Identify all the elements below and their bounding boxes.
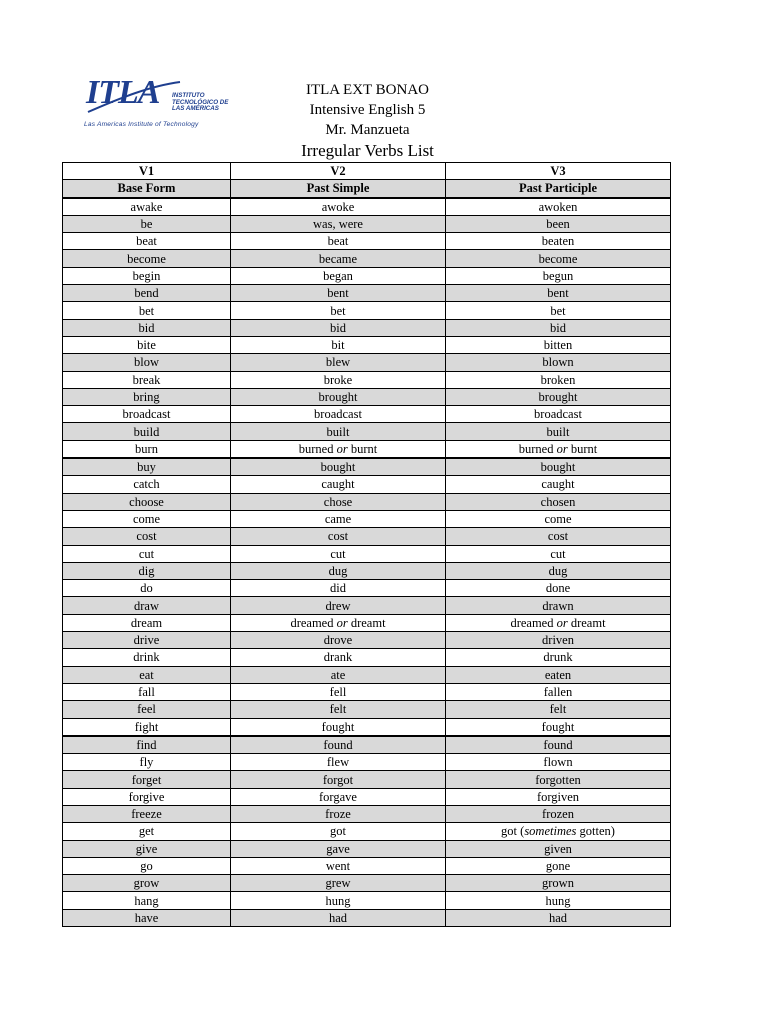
past-simple-cell: dug <box>231 562 446 579</box>
past-participle-cell: built <box>446 423 671 440</box>
past-simple-cell: gave <box>231 840 446 857</box>
past-simple-cell: grew <box>231 875 446 892</box>
past-participle-cell: cut <box>446 545 671 562</box>
past-participle-cell: given <box>446 840 671 857</box>
past-simple-cell: cost <box>231 528 446 545</box>
base-form-cell: draw <box>63 597 231 614</box>
irregular-verbs-table <box>62 162 671 927</box>
logo-institution-name: INSTITUTO TECNOLÓGICO DE LAS AMÉRICAS <box>172 92 229 113</box>
table-row <box>63 215 671 232</box>
past-simple-cell: hung <box>231 892 446 909</box>
table-row <box>63 649 671 666</box>
past-participle-cell: drunk <box>446 649 671 666</box>
table-row <box>63 614 671 631</box>
base-form-cell: dream <box>63 614 231 631</box>
header-past-simple: Past Simple <box>231 180 446 198</box>
table-row <box>63 545 671 562</box>
past-simple-cell: drove <box>231 632 446 649</box>
past-simple-cell: burned or burnt <box>231 440 446 458</box>
base-form-cell: beat <box>63 233 231 250</box>
past-participle-cell: broken <box>446 371 671 388</box>
past-simple-cell: had <box>231 909 446 926</box>
base-form-cell: burn <box>63 440 231 458</box>
past-participle-cell: found <box>446 736 671 754</box>
table-row <box>63 597 671 614</box>
past-participle-cell: bid <box>446 319 671 336</box>
past-simple-cell: bought <box>231 458 446 476</box>
past-participle-cell: broadcast <box>446 406 671 423</box>
past-participle-cell: begun <box>446 267 671 284</box>
past-simple-cell: fought <box>231 718 446 736</box>
table-row <box>63 909 671 926</box>
teacher-name: Mr. Manzueta <box>325 122 410 138</box>
past-participle-cell: drawn <box>446 597 671 614</box>
table-row <box>63 371 671 388</box>
past-simple-cell: was, were <box>231 215 446 232</box>
past-simple-cell: forgot <box>231 771 446 788</box>
table-row <box>63 805 671 822</box>
base-form-cell: bet <box>63 302 231 319</box>
itla-logo <box>80 76 240 132</box>
past-participle-cell: blown <box>446 354 671 371</box>
past-simple-cell: got <box>231 823 446 840</box>
past-simple-cell: froze <box>231 805 446 822</box>
school-name: ITLA EXT BONAO <box>305 82 430 98</box>
past-simple-cell: flew <box>231 754 446 771</box>
past-participle-cell: frozen <box>446 805 671 822</box>
table-row <box>63 771 671 788</box>
base-form-cell: blow <box>63 354 231 371</box>
base-form-cell: forget <box>63 771 231 788</box>
past-participle-cell: bet <box>446 302 671 319</box>
past-participle-cell: eaten <box>446 666 671 683</box>
base-form-cell: fight <box>63 718 231 736</box>
past-participle-cell: forgiven <box>446 788 671 805</box>
past-simple-cell: ate <box>231 666 446 683</box>
past-participle-cell: had <box>446 909 671 926</box>
base-form-cell: feel <box>63 701 231 718</box>
past-simple-cell: caught <box>231 476 446 493</box>
past-simple-cell: bid <box>231 319 446 336</box>
table-row <box>63 580 671 597</box>
past-participle-cell: got (sometimes gotten) <box>446 823 671 840</box>
past-simple-cell: chose <box>231 493 446 510</box>
past-simple-cell: fell <box>231 683 446 700</box>
table-row <box>63 528 671 545</box>
past-simple-cell: bent <box>231 285 446 302</box>
past-participle-cell: hung <box>446 892 671 909</box>
base-form-cell: bring <box>63 388 231 405</box>
column-header-row <box>63 180 671 198</box>
base-form-cell: drive <box>63 632 231 649</box>
base-form-cell: dig <box>63 562 231 579</box>
table-row <box>63 354 671 371</box>
past-participle-cell: been <box>446 215 671 232</box>
past-simple-cell: dreamed or dreamt <box>231 614 446 631</box>
group-header-row <box>63 163 671 180</box>
base-form-cell: hang <box>63 892 231 909</box>
table-row <box>63 302 671 319</box>
past-participle-cell: bent <box>446 285 671 302</box>
base-form-cell: come <box>63 510 231 527</box>
base-form-cell: be <box>63 215 231 232</box>
base-form-cell: have <box>63 909 231 926</box>
document-title: Irregular Verbs List <box>301 141 434 160</box>
table-row <box>63 198 671 216</box>
base-form-cell: bite <box>63 336 231 353</box>
base-form-cell: bend <box>63 285 231 302</box>
base-form-cell: forgive <box>63 788 231 805</box>
past-simple-cell: came <box>231 510 446 527</box>
base-form-cell: freeze <box>63 805 231 822</box>
past-simple-cell: found <box>231 736 446 754</box>
past-simple-cell: blew <box>231 354 446 371</box>
past-simple-cell: began <box>231 267 446 284</box>
past-participle-cell: burned or burnt <box>446 440 671 458</box>
table-row <box>63 718 671 736</box>
table-row <box>63 875 671 892</box>
past-participle-cell: cost <box>446 528 671 545</box>
table-row <box>63 857 671 874</box>
logo-tagline: Las Americas Institute of Technology <box>84 121 199 128</box>
base-form-cell: begin <box>63 267 231 284</box>
past-simple-cell: brought <box>231 388 446 405</box>
base-form-cell: give <box>63 840 231 857</box>
table-row <box>63 754 671 771</box>
past-simple-cell: broadcast <box>231 406 446 423</box>
table-row <box>63 823 671 840</box>
past-participle-cell: bitten <box>446 336 671 353</box>
past-simple-cell: awoke <box>231 198 446 216</box>
past-simple-cell: felt <box>231 701 446 718</box>
table-row <box>63 440 671 458</box>
past-participle-cell: beaten <box>446 233 671 250</box>
past-simple-cell: beat <box>231 233 446 250</box>
past-simple-cell: drank <box>231 649 446 666</box>
document-header <box>260 80 475 162</box>
table-row <box>63 632 671 649</box>
past-participle-cell: flown <box>446 754 671 771</box>
table-row <box>63 562 671 579</box>
past-simple-cell: went <box>231 857 446 874</box>
header-v1: V1 <box>63 163 231 180</box>
base-form-cell: buy <box>63 458 231 476</box>
past-participle-cell: chosen <box>446 493 671 510</box>
base-form-cell: drink <box>63 649 231 666</box>
past-participle-cell: fallen <box>446 683 671 700</box>
header-v2: V2 <box>231 163 446 180</box>
past-simple-cell: cut <box>231 545 446 562</box>
base-form-cell: go <box>63 857 231 874</box>
past-simple-cell: bet <box>231 302 446 319</box>
base-form-cell: fly <box>63 754 231 771</box>
table-row <box>63 250 671 267</box>
past-simple-cell: built <box>231 423 446 440</box>
past-participle-cell: bought <box>446 458 671 476</box>
table-row <box>63 736 671 754</box>
base-form-cell: break <box>63 371 231 388</box>
past-participle-cell: dreamed or dreamt <box>446 614 671 631</box>
past-participle-cell: awoken <box>446 198 671 216</box>
table-row <box>63 701 671 718</box>
header-base-form: Base Form <box>63 180 231 198</box>
base-form-cell: grow <box>63 875 231 892</box>
past-participle-cell: grown <box>446 875 671 892</box>
past-participle-cell: driven <box>446 632 671 649</box>
base-form-cell: find <box>63 736 231 754</box>
past-simple-cell: drew <box>231 597 446 614</box>
past-simple-cell: broke <box>231 371 446 388</box>
past-participle-cell: forgotten <box>446 771 671 788</box>
past-participle-cell: fought <box>446 718 671 736</box>
table-row <box>63 666 671 683</box>
table-row <box>63 233 671 250</box>
past-participle-cell: brought <box>446 388 671 405</box>
logo-wordmark: ITLA <box>86 74 160 111</box>
header-v3: V3 <box>446 163 671 180</box>
table-row <box>63 683 671 700</box>
table-row <box>63 319 671 336</box>
base-form-cell: cost <box>63 528 231 545</box>
base-form-cell: get <box>63 823 231 840</box>
table-row <box>63 788 671 805</box>
past-simple-cell: forgave <box>231 788 446 805</box>
past-participle-cell: gone <box>446 857 671 874</box>
table-row <box>63 476 671 493</box>
table-row <box>63 892 671 909</box>
table-row <box>63 458 671 476</box>
course-name: Intensive English 5 <box>309 102 426 118</box>
table-row <box>63 840 671 857</box>
table-row <box>63 406 671 423</box>
base-form-cell: eat <box>63 666 231 683</box>
table-row <box>63 388 671 405</box>
table-row <box>63 285 671 302</box>
table-row <box>63 336 671 353</box>
base-form-cell: fall <box>63 683 231 700</box>
past-participle-cell: dug <box>446 562 671 579</box>
past-participle-cell: caught <box>446 476 671 493</box>
past-simple-cell: bit <box>231 336 446 353</box>
table-row <box>63 267 671 284</box>
past-participle-cell: done <box>446 580 671 597</box>
past-participle-cell: come <box>446 510 671 527</box>
table-row <box>63 423 671 440</box>
base-form-cell: awake <box>63 198 231 216</box>
base-form-cell: cut <box>63 545 231 562</box>
base-form-cell: broadcast <box>63 406 231 423</box>
base-form-cell: build <box>63 423 231 440</box>
past-participle-cell: become <box>446 250 671 267</box>
table-row <box>63 510 671 527</box>
base-form-cell: do <box>63 580 231 597</box>
past-simple-cell: became <box>231 250 446 267</box>
header-past-participle: Past Participle <box>446 180 671 198</box>
past-simple-cell: did <box>231 580 446 597</box>
past-participle-cell: felt <box>446 701 671 718</box>
table-row <box>63 493 671 510</box>
base-form-cell: bid <box>63 319 231 336</box>
base-form-cell: catch <box>63 476 231 493</box>
base-form-cell: become <box>63 250 231 267</box>
base-form-cell: choose <box>63 493 231 510</box>
